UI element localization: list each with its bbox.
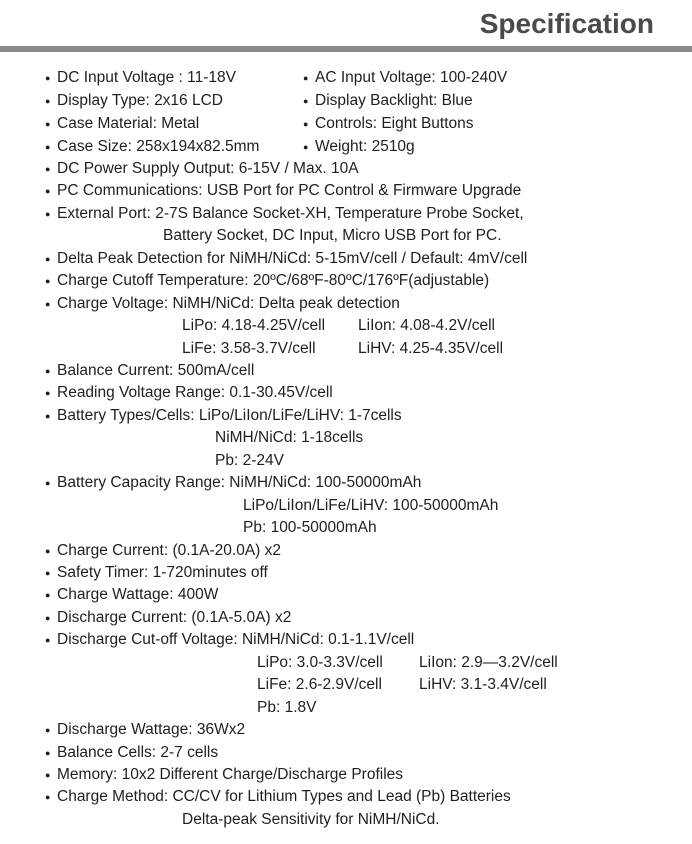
spec-item: ● Reading Voltage Range: 0.1-30.45V/cell (57, 383, 333, 403)
spec-item: ● DC Input Voltage : 11-18V (57, 68, 236, 88)
spec-item: ● Memory: 10x2 Different Charge/Discharge Profiles (57, 765, 403, 785)
spec-item: ● Discharge Cut-off Voltage: NiMH/NiCd: 0.1-1.1V/cell (57, 630, 414, 650)
page-title: Specification (479, 8, 654, 39)
spec-item: ● Safety Timer: 1-720minutes off (57, 563, 268, 583)
spec-item: ● Display Backlight: Blue (315, 91, 473, 111)
spec-item-continuation: Pb: 100-50000mAh (243, 519, 377, 536)
spec-item: ● Charge Current: (0.1A-20.0A) x2 (57, 541, 281, 561)
spec-item: ● Discharge Wattage: 36Wx2 (57, 720, 245, 740)
spec-item: ● Balance Current: 500mA/cell (57, 361, 254, 381)
spec-item: ● Battery Types/Cells: LiPo/LiIon/LiFe/LiHV: 1-7cells (57, 406, 402, 426)
spec-item-continuation: Pb: 2-24V (215, 452, 284, 469)
spec-item: ● Discharge Current: (0.1A-5.0A) x2 (57, 608, 291, 628)
spec-item-continuation: Delta-peak Sensitivity for NiMH/NiCd. (182, 811, 440, 828)
spec-item: ● Case Material: Metal (57, 114, 199, 134)
spec-item: ● Battery Capacity Range: NiMH/NiCd: 100-50000mAh (57, 473, 421, 493)
spec-item-continuation: LiPo: 4.18-4.25V/cell (182, 317, 326, 334)
spec-item-continuation: LiHV: 3.1-3.4V/cell (419, 676, 547, 693)
spec-item: ● Display Type: 2x16 LCD (57, 91, 223, 111)
spec-item: ● External Port: 2-7S Balance Socket-XH, Temperature Probe Socket, (57, 204, 524, 224)
spec-item: ● Case Size: 258x194x82.5mm (57, 137, 259, 157)
spec-item: ● Balance Cells: 2-7 cells (57, 743, 218, 763)
spec-item: ● Charge Method: CC/CV for Lithium Types and Lead (Pb) Batteries (57, 787, 511, 807)
spec-item-continuation: LiPo: 3.0-3.3V/cell (257, 654, 383, 671)
spec-item-continuation: LiIon: 2.9—3.2V/cell (419, 654, 558, 671)
spec-item-continuation: LiIon: 4.08-4.2V/cell (358, 317, 496, 334)
spec-item-continuation: LiHV: 4.25-4.35V/cell (358, 340, 504, 357)
spec-item-continuation: LiFe: 2.6-2.9V/cell (257, 676, 382, 693)
spec-item-continuation: LiFe: 3.58-3.7V/cell (182, 340, 316, 357)
spec-item: ● Weight: 2510g (315, 137, 415, 157)
spec-item: ● Charge Wattage: 400W (57, 585, 218, 605)
spec-item: ● PC Communications: USB Port for PC Control & Firmware Upgrade (57, 181, 521, 201)
spec-item: ● Delta Peak Detection for NiMH/NiCd: 5-15mV/cell / Default: 4mV/cell (57, 249, 527, 269)
spec-item-continuation: LiPo/LiIon/LiFe/LiHV: 100-50000mAh (243, 497, 499, 514)
spec-item-continuation: Pb: 1.8V (257, 699, 317, 716)
spec-item: ● DC Power Supply Output: 6-15V / Max. 10A (57, 159, 359, 179)
spec-item: ● Charge Cutoff Temperature: 20ºC/68ºF-80ºC/176ºF(adjustable) (57, 271, 489, 291)
spec-item: ● Charge Voltage: NiMH/NiCd: Delta peak detection (57, 294, 400, 314)
spec-item-continuation: NiMH/NiCd: 1-18cells (215, 429, 364, 446)
spec-item: ● Controls: Eight Buttons (315, 114, 474, 134)
spec-item: ● AC Input Voltage: 100-240V (315, 68, 507, 88)
spec-item-continuation: Battery Socket, DC Input, Micro USB Port for PC. (163, 227, 502, 244)
